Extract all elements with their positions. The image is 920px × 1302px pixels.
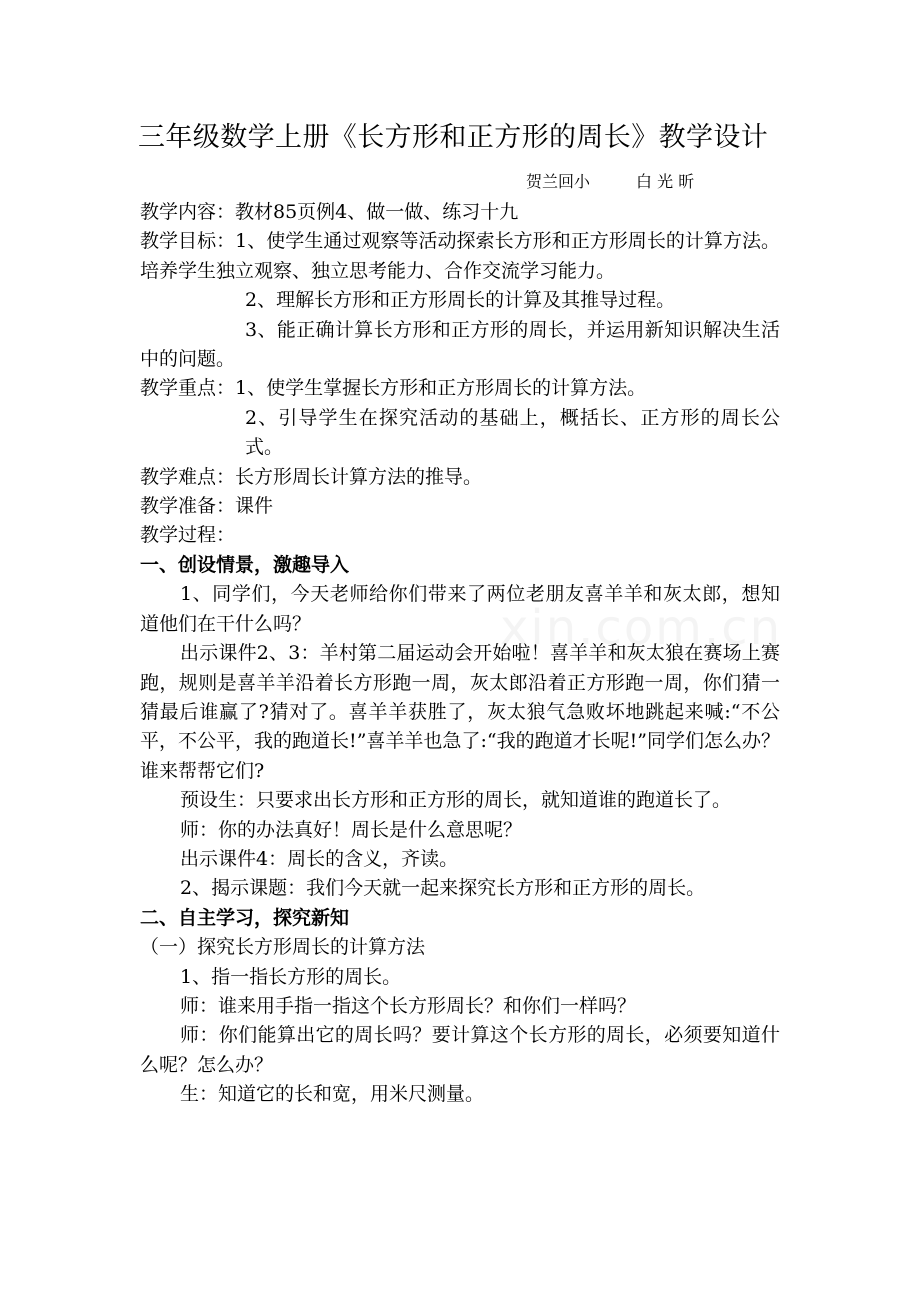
section-1-heading: 一、创设情景，激趣导入	[140, 553, 350, 576]
section-2-paragraph: 生：知道它的长和宽，用米尺测量。	[180, 1083, 485, 1106]
watermark: xin.com.cn	[500, 600, 783, 656]
author-school: 贺兰回小	[526, 172, 591, 191]
section-2-paragraph: 1、指一指长方形的周长。	[180, 965, 402, 988]
teaching-difficulty: 教学难点：长方形周长计算方法的推导。	[140, 465, 483, 488]
teaching-goal-3: 3、能正确计算长方形和正方形的周长，并运用新知识解决生活中的问题。	[140, 318, 780, 371]
author-name: 白 光 昕	[636, 172, 695, 191]
author-line	[526, 170, 694, 194]
section-1-paragraph: 师：你的办法真好！周长是什么意思呢？	[180, 818, 523, 841]
teaching-key-1: 教学重点：1、使学生掌握长方形和正方形周长的计算方法。	[140, 377, 647, 400]
section-1-paragraph: 预设生：只要求出长方形和正方形的周长，就知道谁的跑道长了。	[180, 789, 732, 812]
teaching-key-2: 2、引导学生在探究活动的基础上，概括长、正方形的周长公式。	[245, 406, 780, 459]
section-2-subheading: （一）探究长方形周长的计算方法	[140, 936, 426, 959]
section-1-paragraph: 2、揭示课题：我们今天就一起来探究长方形和正方形的周长。	[180, 877, 706, 900]
teaching-goal-2: 2、理解长方形和正方形周长的计算及其推导过程。	[245, 289, 676, 312]
teaching-goal-1: 教学目标：1、使学生通过观察等活动探索长方形和正方形周长的计算方法。培养学生独立观察、独立思考能力、合作交流学习能力。	[140, 230, 780, 282]
section-1-paragraph: 出示课件4：周长的含义，齐读。	[180, 847, 459, 870]
teaching-process: 教学过程：	[140, 524, 236, 547]
document-title: 三年级数学上册《长方形和正方形的周长》教学设计	[138, 122, 769, 153]
document-body	[140, 198, 783, 1110]
teaching-prep: 教学准备：课件	[140, 495, 274, 518]
section-1-paragraph: 出示课件2、3：羊村第二届运动会开始啦！喜羊羊和灰太狼在赛场上赛跑，规则是喜羊羊沿着长方形跑一周，灰太郎沿着正方形跑一周，你们猜一猜最后谁赢了?猜对了。喜羊羊获胜了，灰太狼气急败坏地跳起来喊:“不公平，不公平，我的跑道长!”喜羊羊也急了:“我的跑道才长呢!”同学们怎么办？谁来帮帮它们?	[140, 642, 780, 782]
section-2-heading: 二、自主学习，探究新知	[140, 906, 350, 929]
section-2-paragraph: 师：你们能算出它的周长吗？要计算这个长方形的周长，必须要知道什么呢？怎么办？	[140, 1024, 780, 1076]
section-1-paragraph: 1、同学们，今天老师给你们带来了两位老朋友喜羊羊和灰太郎，想知道他们在干什么吗？	[140, 583, 780, 635]
teaching-content: 教学内容：教材85页例4、做一做、练习十九	[140, 201, 519, 223]
section-2-paragraph: 师：谁来用手指一指这个长方形周长？和你们一样吗？	[180, 994, 637, 1017]
